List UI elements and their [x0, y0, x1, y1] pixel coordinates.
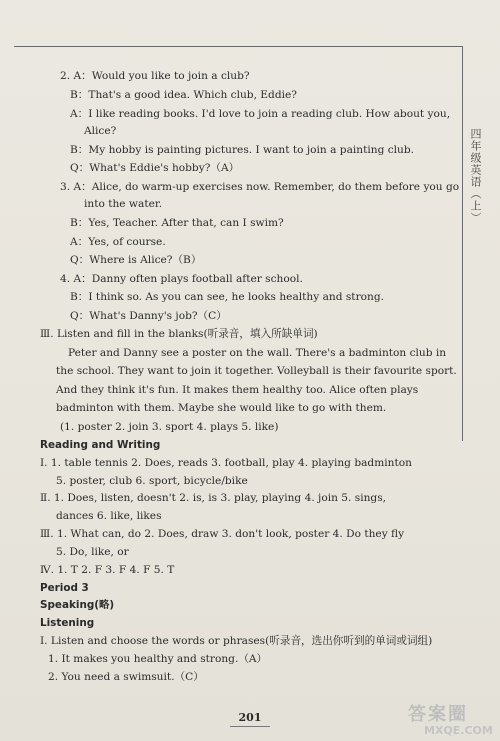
text-line: B：That's a good idea. Which club, Eddie? [70, 89, 297, 101]
text-line: 5. poster, club 6. sport, bicycle/bike [56, 475, 248, 487]
text-line: Listening [40, 617, 95, 629]
header-rule [14, 46, 462, 47]
text-line: into the water. [84, 198, 163, 210]
page-number-rule [230, 726, 270, 727]
text-line: B：I think so. As you can see, he looks healthy and strong. [70, 291, 384, 303]
watermark-text: 答案圈 [408, 704, 468, 725]
text-line: And they think it's fun. It makes them healthy too. Alice often plays [56, 384, 419, 396]
text-line: 5. Do, like, or [56, 546, 129, 558]
text-line: Speaking(略) [40, 599, 115, 611]
side-book-label: 四年级英语（上） [469, 128, 482, 224]
text-line: B：My hobby is painting pictures. I want to join a painting club. [70, 144, 415, 156]
text-line: Ⅲ. Listen and fill in the blanks(听录音，填入所缺单词) [40, 328, 318, 340]
text-line: 3. A：Alice, do warm-up exercises now. Remember, do them before you go [60, 181, 460, 193]
text-line: Period 3 [40, 582, 89, 594]
text-line: Reading and Writing [40, 439, 161, 451]
margin-rule [462, 46, 463, 441]
text-line: B：Yes, Teacher. After that, can I swim? [70, 217, 284, 229]
watermark-logo [408, 700, 498, 740]
text-line: 2. You need a swimsuit.（C） [48, 671, 204, 683]
text-line: (1. poster 2. join 3. sport 4. plays 5. like) [60, 421, 279, 433]
text-line: Q：Where is Alice?（B） [70, 254, 202, 266]
text-line: Ⅲ. 1. What can, do 2. Does, draw 3. don't look, poster 4. Do they fly [40, 528, 405, 540]
text-line: Peter and Danny see a poster on the wall. There's a badminton club in [68, 347, 447, 359]
text-line: A：Yes, of course. [70, 236, 166, 248]
text-line: Q：What's Danny's job?（C） [70, 310, 227, 322]
text-line: Alice? [84, 125, 117, 137]
text-line: Q：What's Eddie's hobby?（A） [70, 162, 240, 174]
text-line: Ⅰ. Listen and choose the words or phrases(听录音，选出你听到的单词或词组) [40, 635, 433, 647]
text-line: Ⅱ. 1. Does, listen, doesn't 2. is, is 3. play, playing 4. join 5. sings, [40, 492, 386, 504]
text-line: 1. It makes you healthy and strong.（A） [48, 653, 268, 665]
text-line: A：I like reading books. I'd love to join a reading club. How about you, [70, 108, 451, 120]
page-number: 201 [238, 711, 262, 724]
text-line: Ⅳ. 1. T 2. F 3. F 4. F 5. T [40, 564, 175, 576]
text-line: 4. A：Danny often plays football after school. [60, 273, 303, 285]
text-line: the school. They want to join it together. Volleyball is their favourite sport. [56, 365, 457, 377]
text-line: Ⅰ. 1. table tennis 2. Does, reads 3. football, play 4. playing badminton [40, 457, 412, 469]
text-line: 2. A：Would you like to join a club? [60, 70, 250, 82]
text-line: badminton with them. Maybe she would like to go with them. [56, 402, 387, 414]
watermark-url: MXQE.COM [424, 724, 493, 737]
text-line: dances 6. like, likes [56, 510, 162, 522]
